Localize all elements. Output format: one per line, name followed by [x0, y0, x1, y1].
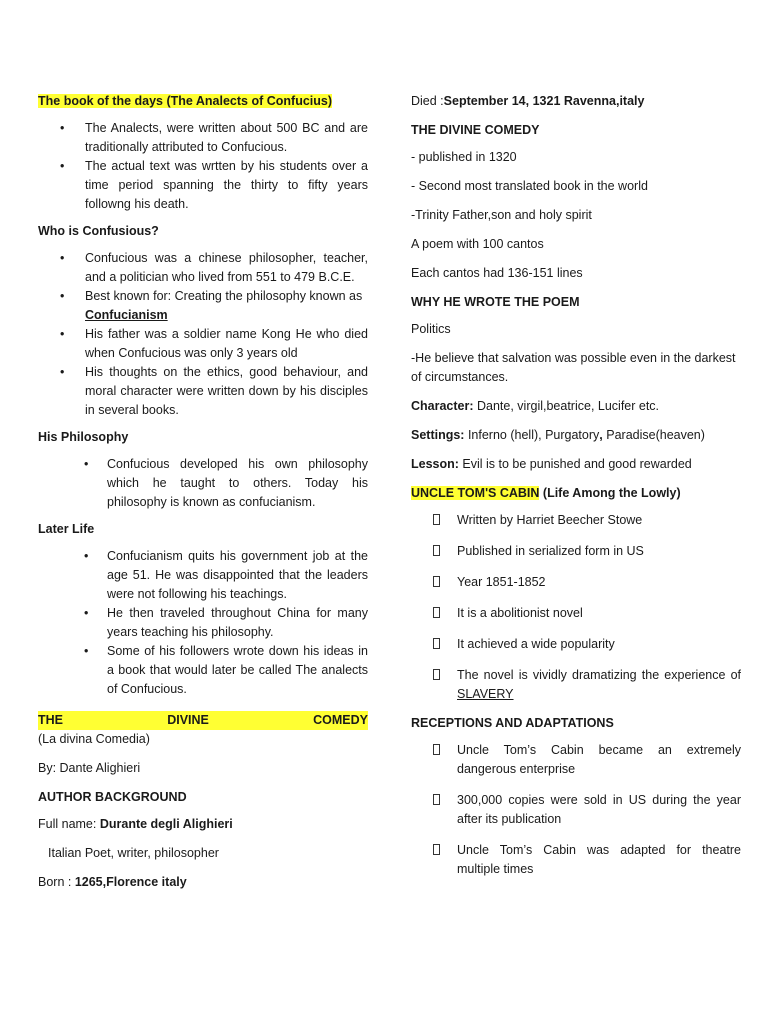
- bullet-icon: •: [84, 457, 89, 471]
- list-item: • Confucianism quits his government job at the age 51. He was disappointed that the leaders were not following his teachings.: [84, 549, 368, 601]
- box-bullet-icon: [433, 744, 440, 755]
- list-item: It achieved a wide popularity: [411, 635, 741, 654]
- salvation-line: -He believe that salvation was possible even in the darkest of circumstances.: [411, 351, 736, 384]
- fact-line: -Trinity Father,son and holy spirit: [411, 208, 592, 222]
- analects-title: The book of the days (The Analects of Confucius): [38, 94, 333, 108]
- box-bullet-icon: [433, 844, 440, 855]
- list-item: • His father was a soldier name Kong He who died when Confucious was only 3 years old: [60, 327, 368, 360]
- politics-line: Politics: [411, 322, 451, 336]
- divine-comedy-title: THE DIVINE COMEDY: [38, 711, 368, 730]
- box-bullet-icon: [433, 514, 440, 525]
- list-item: • The actual text was wrtten by his students over a time period spanning the thirty to fifty years followng his death.: [60, 159, 368, 211]
- right-column: [411, 92, 741, 889]
- full-name-line: Full name: Durante degli Alighieri: [38, 817, 233, 831]
- bullet-icon: •: [60, 327, 65, 341]
- character-line: Character: Dante, virgil,beatrice, Lucifer etc.: [411, 399, 660, 413]
- box-bullet-icon: [433, 638, 440, 649]
- bullet-icon: •: [60, 159, 65, 173]
- list-item: • His thoughts on the ethics, good behaviour, and moral character were written down by his disciples in several books.: [60, 365, 368, 417]
- divine-comedy-heading: THE DIVINE COMEDY: [411, 123, 540, 137]
- fact-line: - Second most translated book in the world: [411, 179, 648, 193]
- fact-line: Each cantos had 136-151 lines: [411, 266, 583, 280]
- lesson-line: Lesson: Evil is to be punished and good rewarded: [411, 457, 692, 471]
- receptions-list: [411, 741, 741, 879]
- fact-line: - published in 1320: [411, 150, 517, 164]
- receptions-heading: RECEPTIONS AND ADAPTATIONS: [411, 716, 614, 730]
- list-item: • The Analects, were written about 500 BC and are traditionally attributed to Confucious.: [60, 121, 368, 154]
- list-item: Uncle Tom’s Cabin became an extremely dangerous enterprise: [411, 741, 741, 779]
- box-bullet-icon: [433, 576, 440, 587]
- divine-subtitle: (La divina Comedia): [38, 732, 150, 746]
- list-item: 300,000 copies were sold in US during the year after its publication: [411, 791, 741, 829]
- later-life-heading: Later Life: [38, 522, 95, 536]
- box-bullet-icon: [433, 669, 440, 680]
- list-item: • Some of his followers wrote down his ideas in a book that would later be called The analects of Confucious.: [84, 644, 368, 696]
- box-bullet-icon: [433, 794, 440, 805]
- author-line: By: Dante Alighieri: [38, 761, 141, 775]
- list-item: Written by Harriet Beecher Stowe: [411, 511, 741, 530]
- box-bullet-icon: [433, 607, 440, 618]
- who-list: [38, 249, 368, 420]
- analects-list: [38, 119, 368, 214]
- list-item: Uncle Tom’s Cabin was adapted for theatre multiple times: [411, 841, 741, 879]
- bullet-icon: •: [84, 606, 89, 620]
- author-background-heading: AUTHOR BACKGROUND: [38, 790, 187, 804]
- philosophy-heading: His Philosophy: [38, 430, 129, 444]
- bullet-icon: •: [84, 644, 89, 658]
- fact-line: A poem with 100 cantos: [411, 237, 544, 251]
- list-item: Published in serialized form in US: [411, 542, 741, 561]
- list-item: • He then traveled throughout China for many years teaching his philosophy.: [84, 606, 368, 639]
- philosophy-list: [38, 455, 368, 512]
- who-heading: Who is Confusious?: [38, 224, 159, 238]
- list-item: Year 1851-1852: [411, 573, 741, 592]
- born-line: Born : 1265,Florence italy: [38, 875, 187, 889]
- uncle-tom-heading: UNCLE TOM'S CABIN (Life Among the Lowly): [411, 486, 681, 500]
- list-item: • Best known for: Creating the philosophy known as Confucianism: [60, 289, 363, 322]
- bullet-icon: •: [60, 289, 65, 303]
- why-heading: WHY HE WROTE THE POEM: [411, 295, 580, 309]
- left-column: [38, 92, 368, 892]
- uncle-tom-list: [411, 511, 741, 704]
- box-bullet-icon: [433, 545, 440, 556]
- later-life-list: [38, 547, 368, 699]
- confucianism-term: Confucianism: [85, 308, 168, 322]
- settings-line: Settings: Inferno (hell), Purgatory, Paradise(heaven): [411, 428, 705, 442]
- died-line: Died :September 14, 1321 Ravenna,italy: [411, 94, 645, 108]
- list-item: • Confucious developed his own philosophy which he taught to others. Today his philosophy is known as confucianism.: [84, 457, 368, 509]
- list-item: The novel is vividly dramatizing the experience of SLAVERY: [411, 666, 741, 704]
- bullet-icon: •: [60, 251, 65, 265]
- bullet-icon: •: [60, 121, 65, 135]
- slavery-term: SLAVERY: [457, 687, 514, 701]
- occupation-line: Italian Poet, writer, philosopher: [48, 846, 219, 860]
- bullet-icon: •: [60, 365, 65, 379]
- bullet-icon: •: [84, 549, 89, 563]
- list-item: • Confucious was a chinese philosopher, teacher, and a politician who lived from 551 to 479 B.C.E.: [60, 251, 368, 284]
- list-item: It is a abolitionist novel: [411, 604, 741, 623]
